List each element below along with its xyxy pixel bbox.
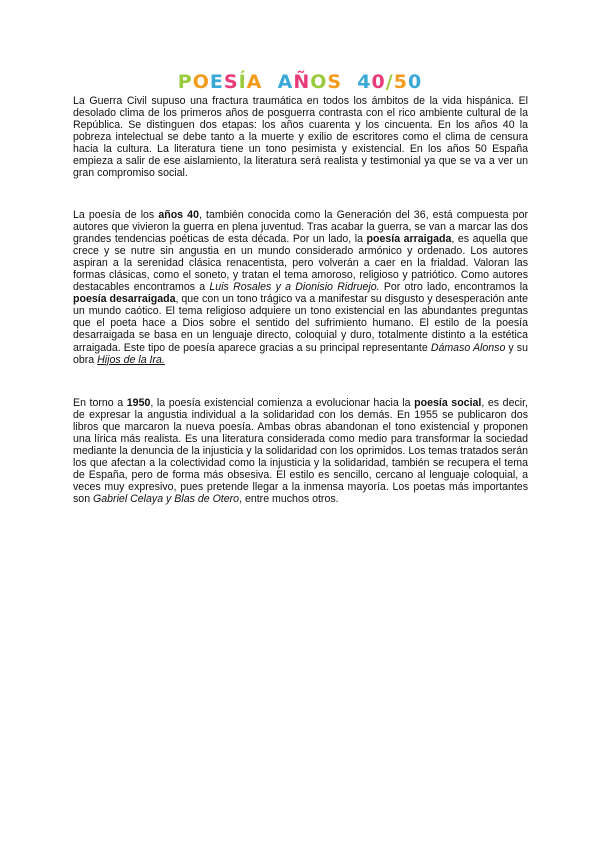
text-run: Por otro lado, encontramos la	[379, 281, 528, 294]
bold-term-poesia-arraigada: poesía arraigada	[366, 233, 452, 246]
title-letter: A	[246, 71, 263, 93]
italic-authors-celaya-otero: Gabriel Celaya y Blas de Otero	[93, 493, 240, 506]
title-letter: O	[310, 71, 328, 93]
intro-paragraph: La Guerra Civil supuso una fractura traumática en todos los ámbitos de la vida hispánica. El desolado clima de los primeros años de posguerra contrasta con el rico ambiente cultural de la República. Se distinguen dos etapas: los años cuarenta y los cincuenta. En los años 40 la pobreza intelectual se debe tanto a la muerte y exilio de escritores como el clima de censura hacia la cultura. La literatura tiene un tono pesimista y existencial. En los años 50 España empieza a salir de ese aislamiento, la literatura será realista y testimonial ya que se va a ver un gran compromiso social.	[73, 95, 528, 180]
text-run: En torno a	[73, 397, 127, 409]
text-run: y su obra	[73, 341, 528, 366]
title-letter: /	[385, 71, 394, 93]
title-letter: 5	[393, 71, 408, 93]
underlined-work-hijos-de-la-ira: Hijos de la Ira.	[97, 353, 165, 366]
page-title	[0, 70, 600, 94]
text-run: La poesía de los	[73, 209, 159, 221]
italic-authors-rosales-ridruejo: Luis Rosales y a Dionisio Ridruejo.	[209, 281, 380, 294]
title-letter	[262, 70, 277, 94]
title-letter: A	[277, 71, 294, 93]
text-run: , es aquella que crece y se nutre sin angustia en un mundo considerado armónico y ordenado. Los autores aspiran a la serenidad clásica renacentista, pero volverán a caer en la frialdad. Valoran las formas clásicas, como el soneto, y tratan el tema amoroso, religioso y patriótico. Como autores destacables encontramos a	[73, 233, 528, 294]
title-letter: Í	[238, 71, 247, 93]
text-run: , la poesía existencial comienza a evolucionar hacia la	[150, 397, 415, 409]
title-letter: E	[209, 71, 224, 93]
title-letter: O	[192, 71, 210, 93]
bold-term-anos-40: años 40	[158, 209, 199, 221]
text-run: , que con un tono trágico va a manifestar su disgusto y desesperación ante un mundo caótico. El tema religioso adquiere un tono existencial en las abundantes preguntas que el poeta hace a Dios sobre el sentido del sufrimiento humano. El estilo de la poesía desarraigada se basa en un lenguaje directo, coloquial y duro, totalmente distinto a la estética arraigada. Este tipo de poesía aparece gracias a su principal representante	[73, 293, 528, 354]
poetry-50s-paragraph	[73, 397, 528, 505]
text-run: , es decir, de expresar la angustia individual a la solidaridad con los demás. En 1955 se publicaron dos libros que marcaron la nueva poesía. Ambas obras abandonan el tono existencial y proponen una lírica más realista. Es una literatura considerada como medio para transformar la sociedad mediante la denuncia de la injusticia y la solidaridad con los oprimidos. Los temas tratados serán los que afectan a la colectividad como la injusticia y la solidaridad, también se recupera el tema de España, pero de forma más obsesiva. El estilo es sencillo, cercano al lenguaje coloquial, a veces muy expresivo, pues pretende llegar a la inmensa mayoría. Los poetas más importantes son	[73, 397, 529, 506]
title-letter	[342, 70, 357, 94]
italic-author-damaso-alonso: Dámaso Alonso	[430, 341, 506, 354]
text-run: , también conocida como la Generación del 36, está compuesta por autores que vivieron la guerra en plena juventud. Tras acabar la guerra, se van a marcar las dos grandes tendencias poéticas de esta década. Por un lado, la	[73, 209, 528, 246]
title-letter: 0	[371, 71, 386, 93]
bold-term-1950: 1950	[126, 397, 151, 409]
title-letter: 0	[407, 71, 423, 93]
title-letter: S	[327, 71, 343, 93]
title-letter: 4	[357, 71, 372, 93]
title-letter: Ñ	[293, 71, 311, 93]
title-letter: P	[177, 71, 193, 93]
text-run: , entre muchos otros.	[239, 493, 339, 506]
bold-term-poesia-desarraigada: poesía desarraigada	[73, 293, 176, 306]
bold-term-poesia-social: poesía social	[414, 397, 482, 409]
poetry-40s-paragraph	[73, 209, 528, 366]
title-letter: S	[223, 71, 239, 93]
